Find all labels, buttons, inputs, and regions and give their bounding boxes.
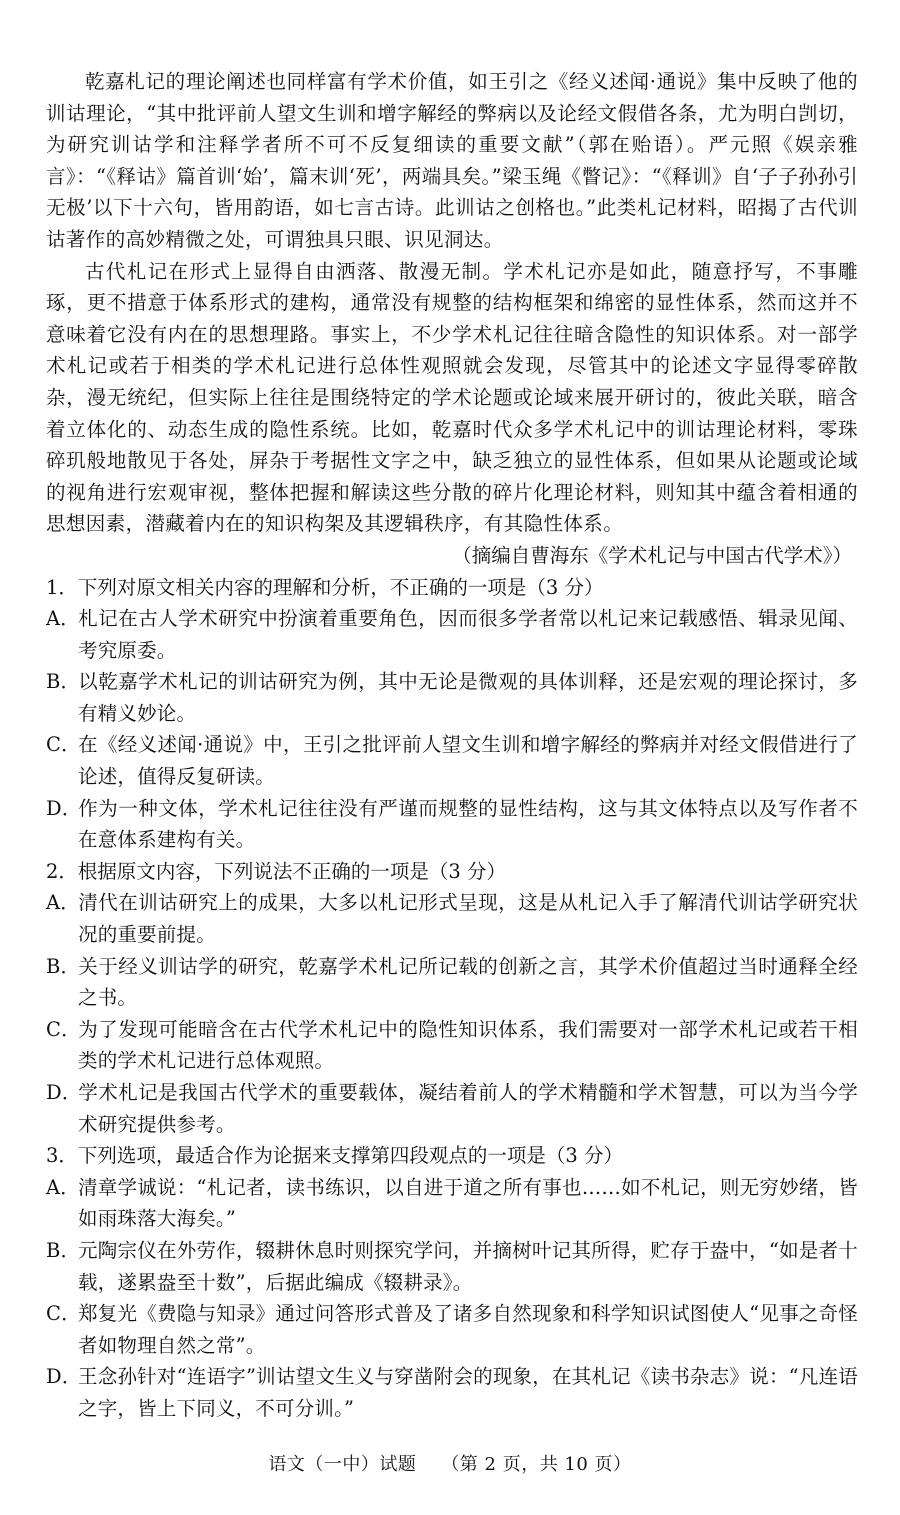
option-text: 以乾嘉学术札记的训诂研究为例，其中无论是微观的具体训释，还是宏观的理论探讨，多有精义妙论。 <box>78 670 858 725</box>
option-d[interactable] <box>46 1077 858 1140</box>
question-number: 3． <box>46 1144 78 1168</box>
option-text: 清章学诚说：“札记者，读书练识，以自进于道之所有事也……如不札记，则无穷妙绪，皆如雨珠落大海矣。” <box>78 1175 858 1231</box>
footer-page-number: （第 2 页，共 10 页） <box>441 1454 632 1475</box>
option-d[interactable] <box>46 793 858 856</box>
option-letter: A． <box>46 607 80 631</box>
option-c[interactable] <box>46 1014 858 1077</box>
option-letter: D． <box>46 1365 82 1389</box>
option-text: 为了发现可能暗含在古代学术札记中的隐性知识体系，我们需要对一部学术札记或若干相类的学术札记进行总体观照。 <box>78 1017 858 1073</box>
paragraph-theory: 乾嘉札记的理论阐述也同样富有学术价值，如王引之《经义述闻·通说》集中反映了他的训诂理论，“其中批评前人望文生训和增字解经的弊病以及论经文假借各条，尤为明白剀切，为研究训诂学和注释学者所不可不反复细读的重要文献”（郭在贻语）。严元照《娱亲雅言》：“《释诂》篇首训‘始’，篇末训‘死’，两端具矣。”梁玉绳《瞥记》：“《释训》自‘子子孙孙引无极’以下十六句，皆用韵语，如七言古诗。此训诂之创格也。”此类札记材料，昭揭了古代训诂著作的高妙精微之处，可谓独具只眼、识见洞达。 <box>46 70 858 251</box>
option-letter: A． <box>46 1175 80 1199</box>
option-text: 关于经义训诂学的研究，乾嘉学术札记所记载的创新之言，其学术价值超过当时通释全经之书。 <box>78 954 858 1010</box>
question-2 <box>46 856 858 1140</box>
option-text: 郑复光《费隐与知录》通过问答形式普及了诸多自然现象和科学知识试图使人“见事之奇怪者如物理自然之常”。 <box>78 1302 858 1357</box>
option-text: 王念孙针对“连语字”训诂望文生义与穿凿附会的现象，在其札记《读书杂志》说：“凡连语之字，皆上下同义，不可分训。” <box>78 1365 858 1420</box>
question-3 <box>46 1140 858 1424</box>
option-b[interactable] <box>46 951 858 1014</box>
option-a[interactable] <box>46 1172 858 1235</box>
option-letter: A． <box>46 891 80 915</box>
option-text: 在《经义述闻·通说》中，王引之批评前人望文生训和增字解经的弊病并对经文假借进行了论述，值得反复研读。 <box>78 733 858 789</box>
option-text: 元陶宗仪在外劳作，辍耕休息时则探究学问，并摘树叶记其所得，贮存于盎中，“如是者十载，遂累盎至十数”，后据此编成《辍耕录》。 <box>78 1238 858 1294</box>
question-stem <box>46 856 858 888</box>
option-letter: C． <box>46 1017 81 1041</box>
option-c[interactable] <box>46 729 858 792</box>
exam-page-content <box>46 66 858 1425</box>
option-letter: B． <box>46 670 81 694</box>
option-letter: C． <box>46 733 81 757</box>
page-footer <box>0 1452 900 1478</box>
option-letter: D． <box>46 1081 82 1104</box>
paragraph-form: 古代札记在形式上显得自由洒落、散漫无制。学术札记亦是如此，随意抒写，不事雕琢，更不措意于体系形式的建构，通常没有规整的结构框架和绵密的显性体系，然而这并不意味着它没有内在的思想理路。事实上，不少学术札记往往暗含隐性的知识体系。对一部学术札记或若于相类的学术札记进行总体性观照就会发现，尽管其中的论述文字显得零碎散杂，漫无统纪，但实际上往往是围绕特定的学术论题或论域来展开研讨的，彼此关联，暗含着立体化的、动态生成的隐性系统。比如，乾嘉时代众多学术札记中的训诂理论材料，零珠碎玑般地散见于各处，屏杂于考据性文字之中，缺乏独立的显性体系，但如果从论题或论域的视角进行宏观审视，整体把握和解读这些分散的碎片化理论材料，则知其中蕴含着相通的思想因素，潜藏着内在的知识构架及其逻辑秩序，有其隐性体系。 <box>46 259 858 536</box>
option-a[interactable] <box>46 603 858 666</box>
option-b[interactable] <box>46 666 858 729</box>
option-text: 学术札记是我国古代学术的重要载体，凝结着前人的学术精髓和学术智慧，可以为当今学术研究提供参考。 <box>78 1081 858 1136</box>
option-c[interactable] <box>46 1298 858 1361</box>
question-text: 下列对原文相关内容的理解和分析，不正确的一项是（3 分） <box>77 575 604 599</box>
question-number: 2． <box>46 859 78 883</box>
option-letter: B． <box>46 954 81 978</box>
option-letter: D． <box>46 796 82 820</box>
option-a[interactable] <box>46 887 858 950</box>
question-stem <box>46 1140 858 1172</box>
source-citation: （摘编自曹海东《学术札记与中国古代学术》） <box>452 543 852 567</box>
question-1 <box>46 572 858 856</box>
question-number: 1． <box>46 575 78 599</box>
option-text: 札记在古人学术研究中扮演着重要角色，因而很多学者常以札记来记载感悟、辑录见闻、考究原委。 <box>78 607 858 662</box>
option-b[interactable] <box>46 1235 858 1298</box>
option-text: 清代在训诂研究上的成果，大多以札记形式呈现，这是从札记入手了解清代训诂学研究状况的重要前提。 <box>78 891 858 947</box>
option-letter: B． <box>46 1238 81 1262</box>
question-text: 下列选项，最适合作为论据来支撑第四段观点的一项是（3 分） <box>77 1144 624 1168</box>
option-text: 作为一种文体，学术札记往往没有严谨而规整的显性结构，这与其文体特点以及写作者不在意体系建构有关。 <box>78 796 858 852</box>
option-letter: C． <box>46 1302 81 1326</box>
option-d[interactable] <box>46 1361 858 1424</box>
question-stem <box>46 572 858 604</box>
question-text: 根据原文内容，下列说法不正确的一项是（3 分） <box>77 859 507 883</box>
footer-subject: 语文（一中）试题 <box>268 1454 417 1475</box>
